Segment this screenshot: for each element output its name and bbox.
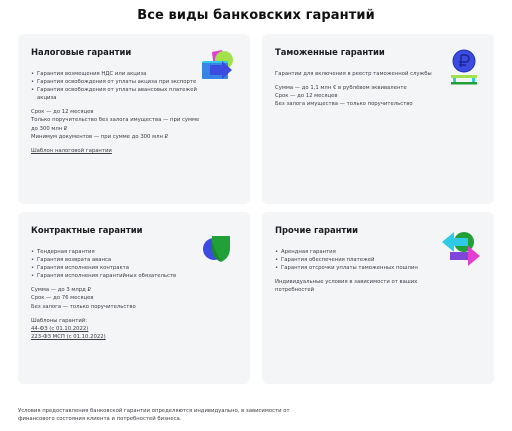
collateral-text: Без залога — только поручительство: [31, 303, 136, 310]
card-contract-guarantees: [18, 212, 250, 384]
list-item: • Гарантия исполнения гарантийных обязательств: [31, 272, 206, 280]
docs-text: Минимум документов — при сумме до 300 млн ₽: [31, 133, 169, 140]
list-item: • Гарантия возмещения НДС или акциза: [31, 70, 206, 78]
list-item: • Гарантия возврата аванса: [31, 256, 206, 264]
card-title: Таможенные гарантии: [275, 47, 385, 57]
tax-template-link[interactable]: Шаблон налоговой гарантии: [31, 147, 112, 154]
terms-text: Индивидуальные условия в зависимости от ваших потребностей: [275, 279, 418, 294]
card-body: [275, 248, 450, 294]
list-item: • Арендная гарантия: [275, 248, 450, 256]
intro-text: Гарантии для включения в реестр таможенной службы: [275, 71, 432, 77]
term-text: Срок — до 12 месяцев: [31, 109, 94, 116]
bullet-list: [31, 70, 206, 102]
list-item: • Тендерная гарантия: [31, 248, 206, 256]
arrows-exchange-icon: [438, 230, 482, 266]
bullet-list: [275, 248, 450, 272]
card-other-guarantees: [262, 212, 494, 384]
card-title: Налоговые гарантии: [31, 47, 132, 57]
card-stack-arrow-icon: [200, 48, 238, 84]
surety-text: Только поручительство без залога имущества — при сумме до 300 млн ₽: [31, 117, 200, 132]
list-item: • Гарантия исполнения контракта: [31, 264, 206, 272]
templates-label: Шаблоны гарантий:: [31, 317, 87, 324]
card-body: [31, 70, 206, 155]
card-body: [275, 70, 450, 108]
bullet-list: [31, 248, 206, 280]
list-item: • Гарантия обеспечения платежей: [275, 256, 450, 264]
footnote: Условия предоставления банковской гарантии определяются индивидуально, в зависимости от финансового состояния клиента и потребностей бизнеса.: [18, 408, 290, 422]
list-item: • Гарантия освобождения от уплаты акциза при экспорте: [31, 78, 206, 86]
card-body: [31, 248, 206, 341]
template-link-44fz[interactable]: 44-ФЗ (с 01.10.2022): [31, 325, 89, 332]
amount-text: Сумма — до 3 млрд ₽: [31, 287, 91, 294]
card-title: Контрактные гарантии: [31, 225, 143, 235]
term-text: Срок — до 76 месяцев: [31, 295, 94, 302]
card-title: Прочие гарантии: [275, 225, 359, 235]
shield-circle-icon: [202, 232, 234, 264]
card-customs-guarantees: [262, 34, 494, 204]
collateral-text: Без залога имущества — только поручительство: [275, 101, 413, 108]
amount-text: Сумма — до 1,1 млн € в рублёвом эквиваленте: [275, 85, 407, 92]
card-tax-guarantees: [18, 34, 250, 204]
list-item: • Гарантия отсрочки уплаты таможенных пошлин: [275, 264, 450, 272]
page-title: Все виды банковских гарантий: [137, 8, 375, 23]
template-link-223fz[interactable]: 223-ФЗ МСП (с 01.10.2022): [31, 333, 106, 340]
customs-coin-icon: [448, 48, 480, 86]
term-text: Срок — до 12 месяцев: [275, 93, 338, 100]
list-item: • Гарантия освобождения от уплаты авансовых платежей акциза: [31, 86, 206, 102]
